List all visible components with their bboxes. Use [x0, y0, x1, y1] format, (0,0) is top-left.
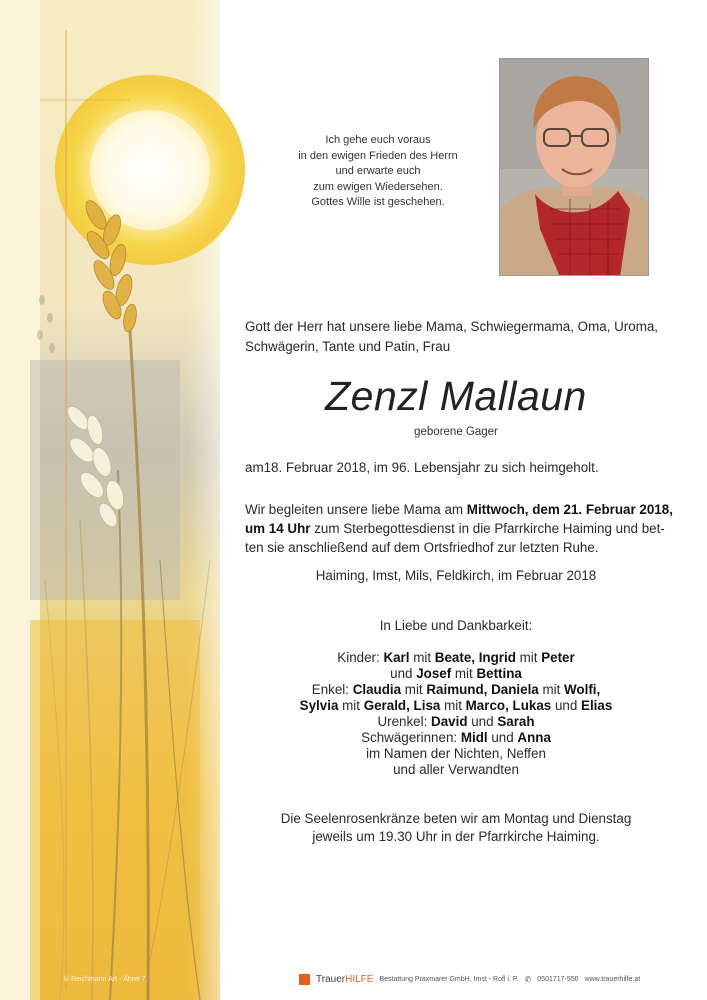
deceased-name: Zenzl Mallaun	[325, 373, 587, 419]
family-line-verwandten: und aller Verwandten	[393, 762, 519, 777]
company-name: Bestattung Praxmarer GmbH, Imst - Rofl i. P.	[379, 975, 519, 983]
wheat-artwork	[0, 0, 250, 1000]
family-line-urenkel: Urenkel: David und Sarah	[377, 714, 535, 729]
poem-line: zum ewigen Wiedersehen.	[313, 180, 443, 193]
poem	[268, 133, 488, 211]
family-list	[246, 650, 666, 778]
maiden-name: geborene Gager	[414, 426, 498, 438]
family-line-kinder: Kinder: Karl mit Beate, Ingrid mit Peter	[337, 650, 575, 665]
poem-line: Ich gehe euch voraus	[325, 134, 431, 146]
artwork-copyright: © Reichmann Art - Ährel 7	[64, 976, 146, 983]
poem-line: Gottes Wille ist geschehen.	[311, 196, 445, 208]
family-line-nichten: im Namen der Nichten, Neffen	[366, 746, 546, 761]
rosary-line: Die Seelenrosenkränze beten wir am Montag und Dienstag	[280, 811, 632, 826]
brand-logo: TrauerHILFE	[316, 973, 374, 985]
portrait-illustration	[500, 59, 649, 276]
phone-icon: ✆	[524, 974, 532, 984]
funeral-details	[245, 500, 673, 557]
family-line-schwaegerinnen: Schwägerinnen: Midl und Anna	[361, 730, 551, 745]
funeral-date: Mittwoch, dem 21. Februar 2018,	[466, 502, 673, 517]
footer	[299, 972, 640, 986]
family-line-enkel: Enkel: Claudia mit Raimund, Daniela mit Wolfi,	[311, 682, 601, 697]
rosary-line: jeweils um 19.30 Uhr in der Pfarrkirche Haiming.	[312, 829, 600, 844]
funeral-time: um 14 Uhr	[245, 521, 311, 536]
funeral-text: ten sie anschließend auf dem Ortsfriedhof zur letzten Ruhe.	[245, 540, 599, 555]
family-line-josef: und Josef mit Bettina	[390, 666, 522, 681]
poem-line: in den ewigen Frieden des Herrn	[298, 149, 458, 162]
portrait-photo	[499, 58, 649, 276]
wheat-painting	[0, 0, 250, 1000]
rosary-notice	[246, 810, 666, 846]
funeral-text: Wir begleiten unsere liebe Mama am	[245, 502, 467, 517]
trauerhilfe-logo-icon	[299, 974, 310, 985]
poem-line: und erwarte euch	[335, 165, 421, 177]
intro-text: Gott der Herr hat unsere liebe Mama, Schwiegermama, Oma, Uroma, Schwägerin, Tante und Patin, Frau	[245, 319, 659, 354]
family-line-sylvia: Sylvia mit Gerald, Lisa mit Marco, Lukas und Elias	[299, 698, 613, 713]
funeral-text: zum Sterbegottesdienst in die Pfarrkirche Haiming und bet-	[310, 521, 665, 536]
gratitude-heading: In Liebe und Dankbarkeit:	[379, 618, 533, 633]
website-link[interactable]: www.trauerhilfe.at	[584, 975, 641, 983]
death-notice: am18. Februar 2018, im 96. Lebensjahr zu sich heimgeholt.	[245, 460, 599, 475]
places-date: Haiming, Imst, Mils, Feldkirch, im Februar 2018	[315, 568, 597, 583]
phone-number: 0501717-550	[537, 975, 579, 983]
